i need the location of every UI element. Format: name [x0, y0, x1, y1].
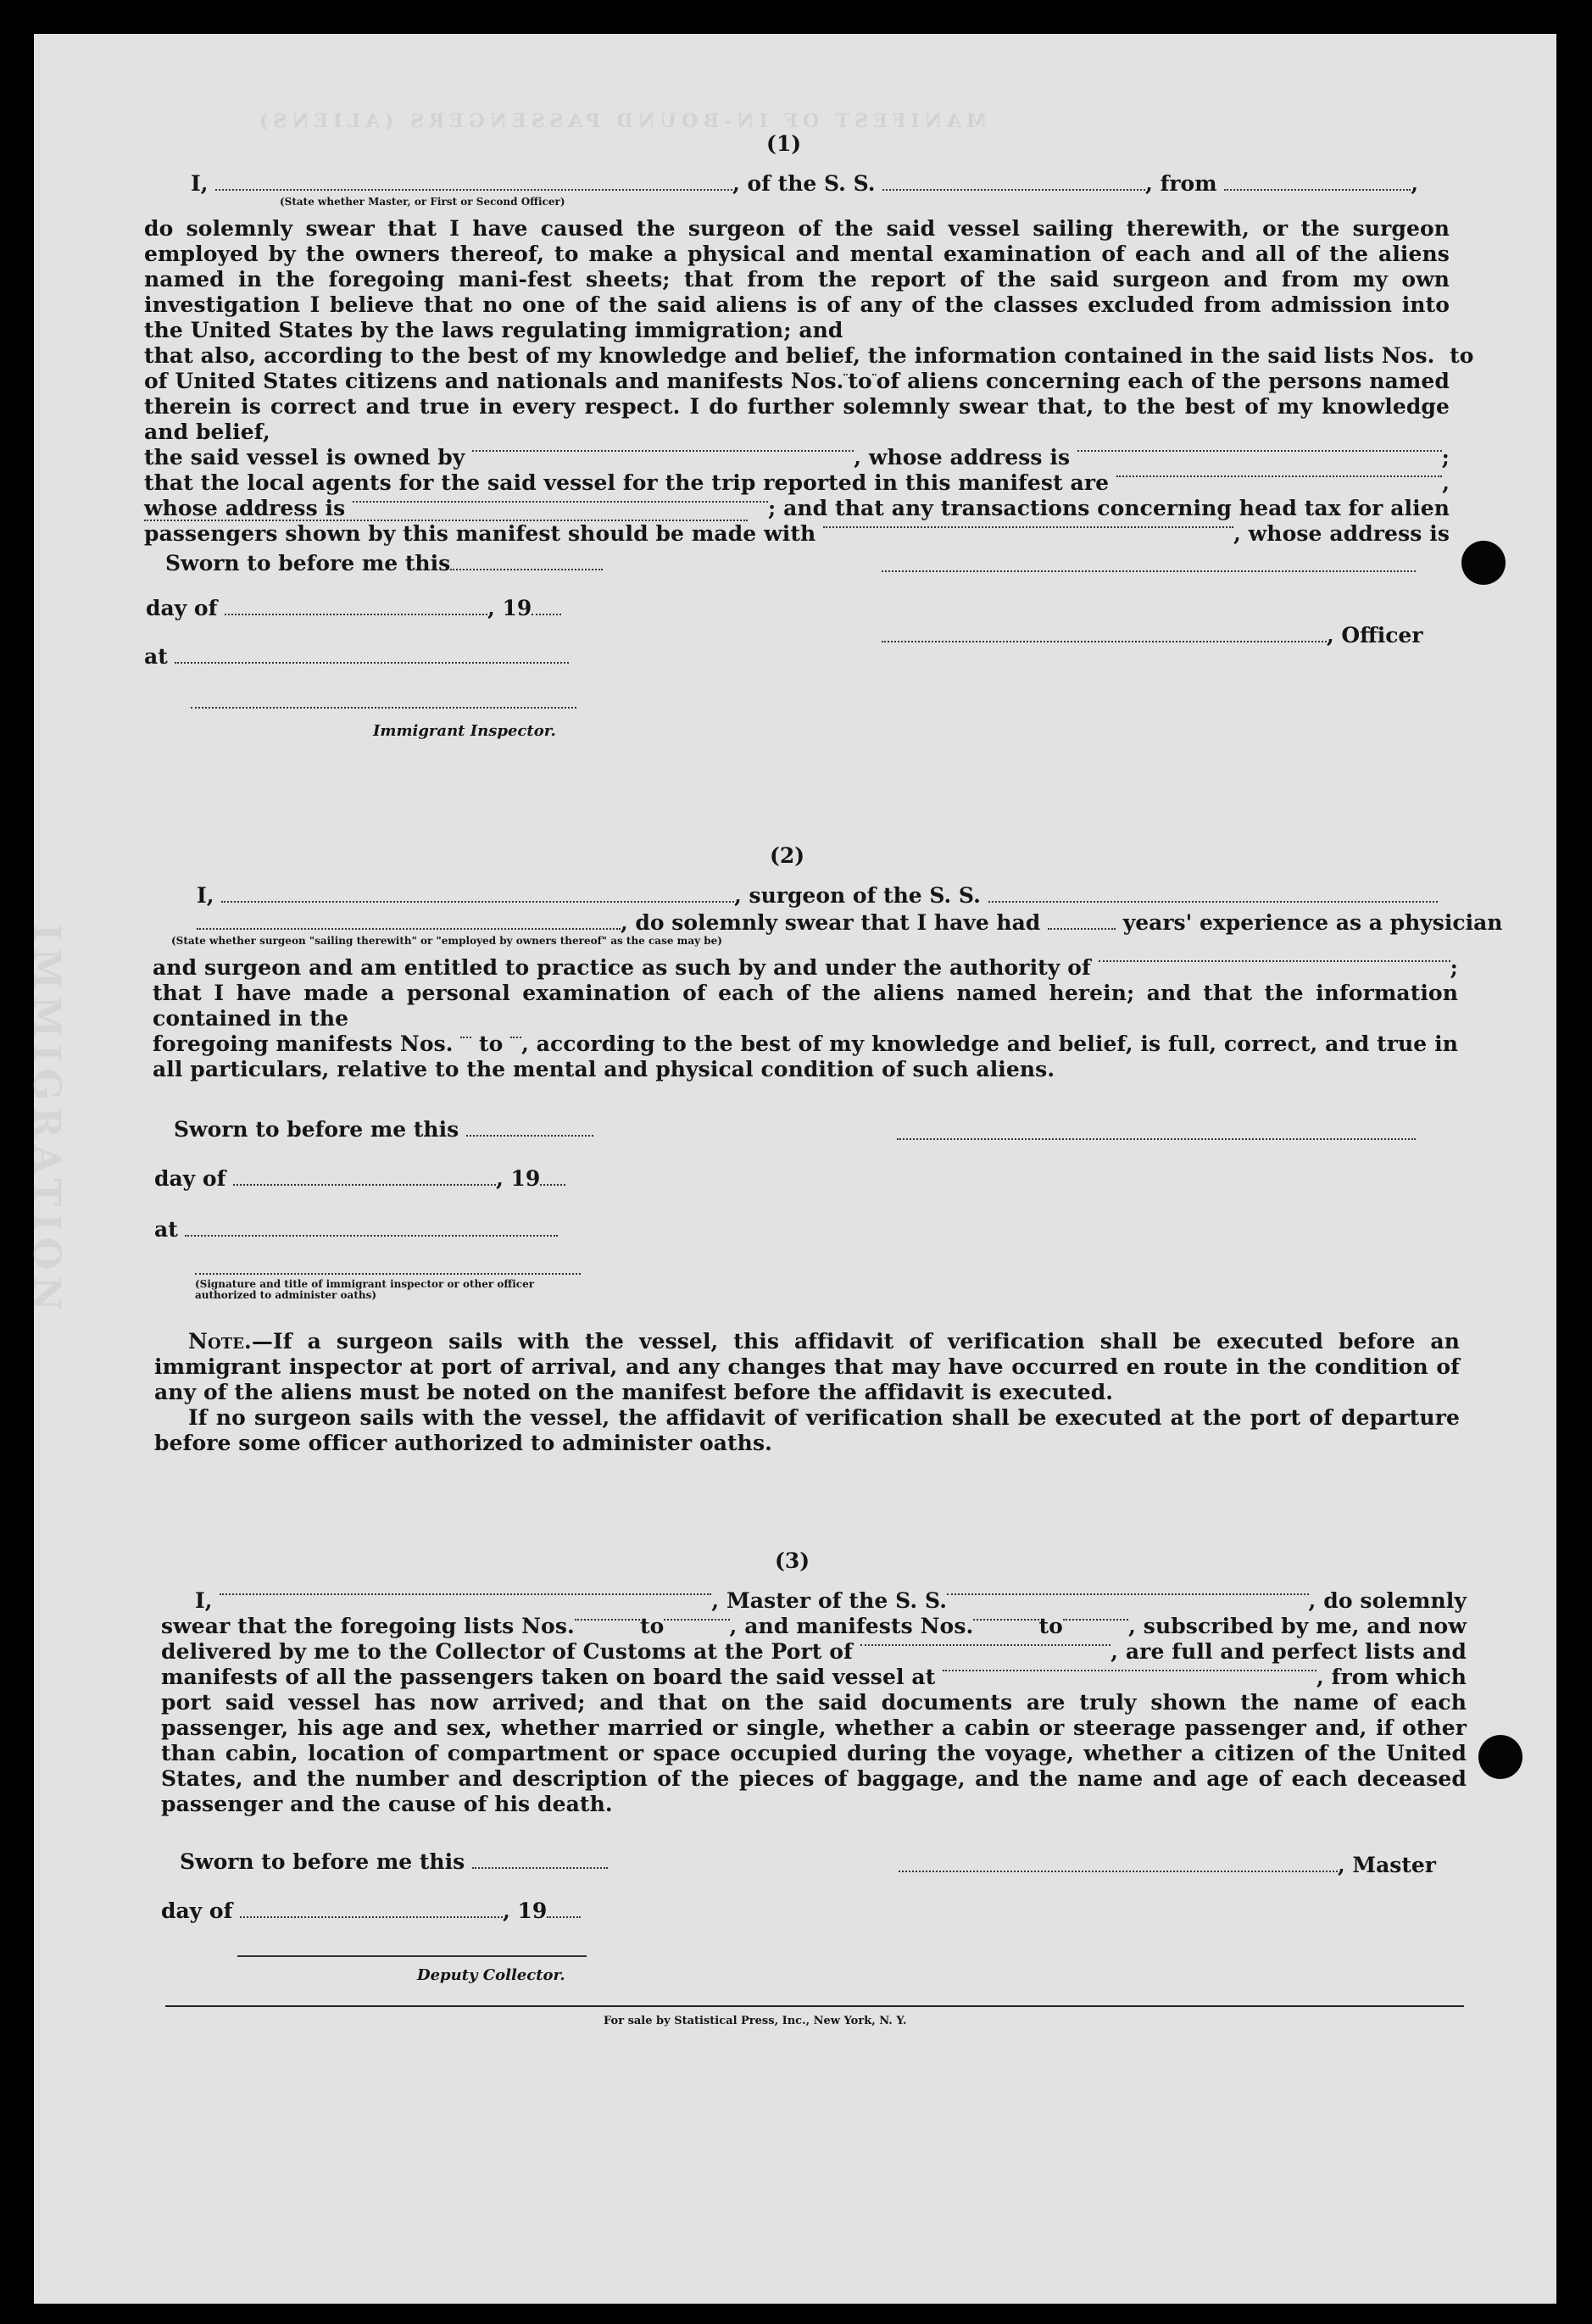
sec1-ship-blank[interactable] [882, 184, 1145, 191]
sec1-month-blank[interactable] [225, 609, 487, 615]
sec3-lists-from-blank[interactable] [575, 1614, 640, 1621]
sec1-sworn-date-blank[interactable] [450, 564, 603, 570]
sec1-lists-line [144, 343, 1474, 369]
sec1-l7a: passengers shown by this manifest should be made with [144, 521, 816, 546]
sec1-nineteen: , 19 [487, 596, 532, 620]
manifest-back-page [25, 34, 1556, 2304]
sec1-name-blank[interactable] [215, 184, 732, 191]
sec2-l6: all particulars, relative to the mental and physical condition of such aliens. [153, 1057, 1055, 1081]
sec1-i: I, [191, 171, 209, 196]
sec1-body-text: do solemnly swear that I have caused the surgeon of the said vessel sailing therewith, or the surgeon employed by the owners thereof, to make a physical and mental examination of each and all of the aliens named in the foregoing mani-fest sheets; that from the report of the said surgeon and from my own investigation I believe that no one of the said aliens is of any of the classes excluded from admission into the United States by the laws regulating immigration; and [144, 216, 1450, 342]
sec3-l2e: , subscribed by me, and now [1128, 1614, 1467, 1638]
sec1-comma: , [1411, 171, 1419, 196]
sec1-body [144, 216, 1474, 547]
sec1-oath-line [191, 171, 1418, 197]
sec3-body [161, 1588, 1467, 1817]
sec3-l2d: to [1038, 1614, 1063, 1638]
sec2-authority-blank[interactable] [1099, 955, 1450, 962]
sec2-sworn-line [174, 1117, 593, 1143]
footer-rule [165, 2005, 1464, 2007]
sec2-at: at [154, 1217, 178, 1242]
sec1-inspector-signature-blank[interactable] [191, 707, 576, 709]
sec2-oath-line [197, 883, 1438, 909]
punch-hole-top [1461, 541, 1506, 585]
sec2-sailing-blank[interactable] [197, 923, 621, 930]
sec1-l4b: , whose address is [854, 445, 1071, 470]
sec2-at-blank[interactable] [185, 1230, 558, 1237]
sec2-manifests-line [153, 1031, 1458, 1057]
sec2-sworn-date-blank[interactable] [466, 1130, 593, 1137]
sec2-surgeon-of: , surgeon of the S. S. [734, 883, 981, 908]
sec2-l5c: , according to the best of my knowledge and belief, is full, correct, and true in [521, 1031, 1458, 1056]
sec2-at-line [154, 1217, 558, 1243]
sec1-l3: therein is correct and true in every respect. I do further solemnly swear that, to the best of my knowledge and belief, [144, 394, 1450, 444]
sec3-l3b: , are full and perfect lists and [1111, 1639, 1467, 1664]
sec1-headtax-address-blank[interactable] [144, 520, 748, 521]
sec2-ship-blank[interactable] [988, 896, 1438, 903]
sec2-note-text: —If a surgeon sails with the vessel, this affidavit of verification shall be executed before an immigrant inspector at port of arrival, and any changes that may have occurred en route in the condition of any of the aliens must be noted on the manifest before the affidavit is executed. [154, 1329, 1460, 1404]
sec1-agents-address-line [144, 496, 1450, 521]
sec3-year-blank[interactable] [547, 1911, 581, 1918]
sec3-body-text: port said vessel has now arrived; and that on the said documents are truly shown the name of each passenger, his age and sex, whether married or single, whether a cabin or steerage passenger and, if other than cabin, location of compartment or space occupied during the voyage, whether a citizen of the United States, and the number and description of the pieces of baggage, and the name and age of each deceased passenger and the cause of his death. [161, 1690, 1467, 1816]
sec1-l4c: ; [1441, 445, 1450, 470]
sec1-l2b: to [848, 369, 872, 393]
sec1-sworn-line [165, 551, 603, 576]
sec1-owner-line [144, 445, 1450, 470]
sec1-at-blank[interactable] [175, 657, 569, 664]
sec3-do-solemnly: , do solemnly [1308, 1588, 1467, 1613]
sec2-inspector-signature-blank[interactable] [195, 1273, 581, 1275]
sec1-owner-address-blank[interactable] [1077, 445, 1442, 452]
sec3-master-line [899, 1853, 1436, 1878]
sec1-officer-blank[interactable] [882, 636, 1327, 642]
sec1-l1a: that also, according to the best of my knowledge and belief, the information contained in the said lists Nos. [144, 343, 1435, 368]
sec2-nineteen: , 19 [496, 1166, 541, 1191]
sec1-immigrant-inspector: Immigrant Inspector. [373, 722, 556, 740]
sec2-sworn: Sworn to before me this [174, 1117, 459, 1142]
sec3-manifests-from-blank[interactable] [973, 1614, 1038, 1621]
sec2-l3a: and surgeon and am entitled to practice as such by and under the authority of [153, 955, 1091, 980]
sec2-note [154, 1329, 1460, 1456]
sec2-note-label: Note. [188, 1329, 252, 1354]
sec1-state-note: (State whether Master, or First or Second Officer) [280, 196, 565, 208]
sec3-l2c: , and manifests Nos. [729, 1614, 974, 1638]
sec2-sig-note: (Signature and title of immigrant inspector or other officer authorized to administer oaths) [195, 1278, 535, 1301]
sec1-l6a: whose address is [144, 496, 346, 520]
sec3-sworn-line [180, 1849, 608, 1875]
sec3-day-line [161, 1899, 581, 1924]
sec2-l2a: , do solemnly swear that I have had [621, 910, 1041, 935]
bleed-through-text-vertical: IMMIGRATION [25, 924, 68, 1318]
sec1-l5a: that the local agents for the said vessel for the trip reported in this manifest are [144, 470, 1110, 495]
sec1-l4a: the said vessel is owned by [144, 445, 465, 470]
sec2-l5b: to [479, 1031, 504, 1056]
sec1-from-blank[interactable] [1224, 184, 1411, 191]
sec3-boarded-line [161, 1665, 1467, 1690]
sec1-l7b: , whose address is [1233, 521, 1450, 546]
sec3-month-blank[interactable] [240, 1911, 503, 1918]
sec1-signature-blank[interactable] [882, 570, 1416, 572]
sec3-master: , Master [1338, 1853, 1436, 1877]
sec3-l3a: delivered by me to the Collector of Customs at the Port of [161, 1639, 853, 1664]
sec1-owner-blank[interactable] [472, 445, 854, 452]
sec1-l2a: of United States citizens and nationals and manifests Nos. [144, 369, 844, 393]
sec2-authority-line [153, 955, 1458, 981]
sec2-body [153, 955, 1458, 1082]
section-1-number: (1) [766, 131, 802, 156]
sec2-i: I, [197, 883, 214, 908]
sec2-l4: that I have made a personal examination of each of the aliens named herein; and that the information contained in the [153, 981, 1458, 1031]
sec3-deputy-signature-line[interactable] [237, 1955, 587, 1957]
footer-imprint: For sale by Statistical Press, Inc., New York, N. Y. [604, 2015, 907, 2027]
sec2-signature-blank[interactable] [897, 1138, 1416, 1140]
punch-hole-bottom [1478, 1735, 1522, 1779]
sec1-agents-blank[interactable] [1116, 470, 1442, 477]
sec1-l6b: ; and that any transactions concerning head tax for alien [767, 496, 1450, 520]
sec1-day-of: day of [146, 596, 218, 620]
sec3-sworn: Sworn to before me this [180, 1849, 465, 1874]
bleed-through-text: MANIFEST OF IN-BOUND PASSENGERS (ALIENS) [254, 110, 988, 132]
sec1-manifests-line [144, 369, 1450, 394]
sec3-name-blank[interactable] [220, 1588, 711, 1595]
sec2-years-blank[interactable] [1048, 923, 1116, 930]
sec3-lists-to-blank[interactable] [664, 1614, 729, 1621]
sec2-year-blank[interactable] [540, 1179, 565, 1186]
sec1-headtax-blank[interactable] [823, 521, 1233, 528]
sec3-port-blank[interactable] [860, 1639, 1111, 1646]
sec3-port-line [161, 1639, 1467, 1665]
sec3-boarded-blank[interactable] [943, 1665, 1316, 1671]
sec1-officer-line [882, 623, 1423, 648]
sec3-i: I, [195, 1588, 213, 1613]
sec1-sworn: Sworn to before me this [165, 551, 451, 575]
sec1-at-line [144, 644, 569, 670]
sec2-note-text2: If no surgeon sails with the vessel, the affidavit of verification shall be executed at the port of departure before some officer authorized to administer oaths. [154, 1405, 1460, 1455]
sec3-oath-line [161, 1588, 1467, 1614]
sec3-l4b: , from which [1316, 1665, 1467, 1689]
sec3-l4a: manifests of all the passengers taken on board the said vessel at [161, 1665, 936, 1689]
sec3-lists-line [161, 1614, 1467, 1639]
sec1-year-blank[interactable] [532, 609, 561, 615]
sec3-master-of: , Master of the S. S. [711, 1588, 948, 1613]
sec2-month-blank[interactable] [233, 1179, 496, 1186]
section-2-number: (2) [770, 843, 805, 868]
sec1-l5b: , [1442, 470, 1450, 495]
sec1-agents-address-blank[interactable] [353, 496, 768, 503]
sec1-l2c: of aliens concerning each of the persons named [876, 369, 1450, 393]
sec2-experience-line [197, 910, 1502, 936]
sec3-day-of: day of [161, 1899, 233, 1923]
sec2-name-blank[interactable] [221, 896, 734, 903]
section-3-number: (3) [775, 1548, 810, 1573]
sec3-l2b: to [640, 1614, 665, 1638]
sec3-nineteen: , 19 [503, 1899, 548, 1923]
sec1-officer: , Officer [1327, 623, 1423, 648]
sec3-manifests-to-blank[interactable] [1063, 1614, 1128, 1621]
sec2-l3b: ; [1450, 955, 1458, 980]
sec3-master-signature-blank[interactable] [899, 1865, 1338, 1872]
sec1-l1b: to [1450, 343, 1474, 368]
sec2-state-note: (State whether surgeon "sailing therewith" or "employed by owners thereof" as the case may be) [171, 935, 722, 947]
sec2-manifests-to-blank[interactable] [510, 1031, 521, 1038]
sec1-agents-line [144, 470, 1450, 496]
sec3-ship-blank[interactable] [947, 1588, 1309, 1595]
sec1-headtax-line [144, 521, 1450, 547]
sec1-of-ss: , of the S. S. [732, 171, 876, 196]
sec2-l5a: foregoing manifests Nos. [153, 1031, 454, 1056]
sec1-from: , from [1145, 171, 1217, 196]
sec1-at: at [144, 644, 168, 669]
sec2-l2b: years' experience as a physician [1122, 910, 1503, 935]
sec2-manifests-from-blank[interactable] [460, 1031, 471, 1038]
sec1-day-line [146, 596, 561, 621]
sec2-day-line [154, 1166, 565, 1192]
sec2-day-of: day of [154, 1166, 226, 1191]
sec3-deputy-collector: Deputy Collector. [417, 1966, 565, 1984]
sec3-l2a: swear that the foregoing lists Nos. [161, 1614, 575, 1638]
sec3-sworn-date-blank[interactable] [472, 1862, 608, 1869]
